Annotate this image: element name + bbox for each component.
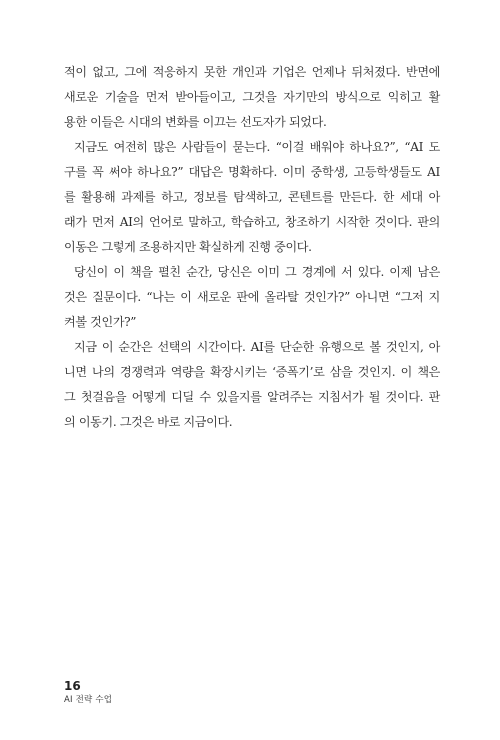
page-number: 16 (64, 679, 81, 693)
text-line: 새로운 기술을 먼저 받아들이고, 그것을 자기만의 방식으로 익히고 활 (64, 90, 440, 104)
text-line: 적이 없고, 그에 적응하지 못한 개인과 기업은 언제나 뒤처졌다. 반면에 (64, 65, 440, 79)
running-title: AI 전략 수업 (64, 695, 113, 705)
text-line: 켜볼 것인가?” (64, 315, 137, 329)
text-line: 것은 질문이다. “나는 이 새로운 판에 올라탈 것인가?” 아니면 “그저 지 (64, 290, 440, 304)
page-footer (64, 678, 112, 706)
text-line: 그 첫걸음을 어떻게 디딜 수 있을지를 알려주는 지침서가 될 것이다. 판 (64, 390, 440, 404)
body-text (64, 60, 440, 435)
text-line: 이동은 그렇게 조용하지만 확실하게 진행 중이다. (64, 240, 312, 254)
text-line: 니면 나의 경쟁력과 역량을 확장시키는 ‘증폭기’로 삼을 것인지. 이 책은 (64, 365, 440, 379)
text-line: 당신이 이 책을 펼친 순간, 당신은 이미 그 경계에 서 있다. 이제 남은 (74, 265, 440, 279)
text-line: 용한 이들은 시대의 변화를 이끄는 선도자가 되었다. (64, 115, 327, 129)
text-line: 래가 먼저 AI의 언어로 말하고, 학습하고, 창조하기 시작한 것이다. 판의 (64, 215, 440, 229)
text-line: 구를 꼭 써야 하나요?” 대답은 명확하다. 이미 중학생, 고등학생들도 AI (64, 165, 440, 179)
text-line: 의 이동기. 그것은 바로 지금이다. (64, 415, 233, 429)
text-line: 지금도 여전히 많은 사람들이 묻는다. “이걸 배워야 하나요?”, “AI 도 (74, 140, 440, 154)
text-line: 지금 이 순간은 선택의 시간이다. AI를 단순한 유행으로 볼 것인지, 아 (74, 340, 440, 354)
text-line: 를 활용해 과제를 하고, 정보를 탐색하고, 콘텐트를 만든다. 한 세대 아 (64, 190, 440, 204)
